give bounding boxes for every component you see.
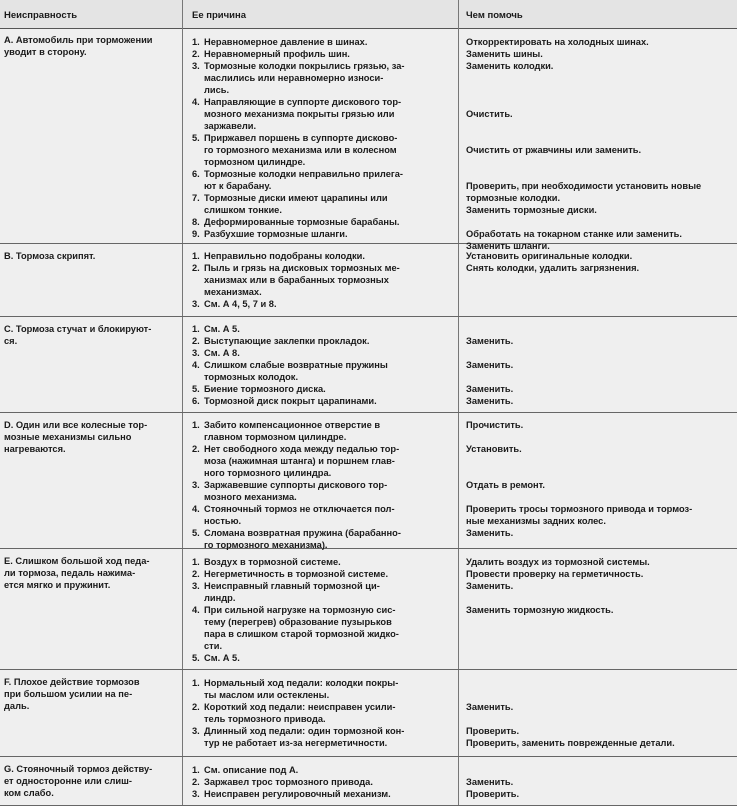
cause-text: ханизмах или в барабанных тормозных	[204, 275, 389, 285]
cause-text: Неравномерное давление в шинах.	[204, 37, 368, 47]
cause-text: Заржавел трос тормозного привода.	[204, 777, 373, 787]
fix-line: Заменить.	[466, 528, 514, 538]
cause-line	[192, 689, 450, 701]
cause-number: 2.	[192, 777, 200, 787]
fix-line: Проверить.	[466, 726, 520, 736]
fix-line	[466, 156, 734, 168]
cause-line	[192, 132, 450, 144]
cause-line	[192, 274, 450, 286]
cause-line	[192, 515, 450, 527]
cause-number: 2.	[192, 702, 200, 712]
cause-text: Направляющие в суппорте дискового тор-	[204, 97, 402, 107]
fix-line	[466, 431, 734, 443]
fault-description	[4, 676, 180, 712]
cause-number: 6.	[192, 169, 200, 179]
cause-text: лись.	[204, 85, 230, 95]
cause-text: При сильной нагрузке на тормозную сис-	[204, 605, 396, 615]
cause-text: ты маслом или остеклены.	[204, 690, 330, 700]
cause-line	[192, 604, 450, 616]
fault-line: C. Тормоза стучат и блокируют-	[4, 324, 152, 334]
table-row	[0, 413, 737, 549]
cause-text: тур не работает из-за негерметичности.	[204, 738, 388, 748]
cause-line	[192, 527, 450, 539]
table-row	[0, 757, 737, 806]
cause-number: 3.	[192, 581, 200, 591]
cause-line	[192, 204, 450, 216]
fix-line: Провести проверку на герметичность.	[466, 569, 644, 579]
cause-line	[192, 737, 450, 749]
table-row	[0, 244, 737, 317]
cause-text: Пыль и грязь на дисковых тормозных ме-	[204, 263, 400, 273]
fault-line: ся.	[4, 336, 18, 346]
cause-line	[192, 713, 450, 725]
cause-line	[192, 84, 450, 96]
fault-line: G. Стояночный тормоз действу-	[4, 764, 153, 774]
fault-line: ет односторонне или слиш-	[4, 776, 132, 786]
fault-line: E. Слишком большой ход педа-	[4, 556, 150, 566]
fix-line: Откорректировать на холодных шинах.	[466, 37, 649, 47]
cause-line	[192, 216, 450, 228]
cause-text: Воздух в тормозной системе.	[204, 557, 341, 567]
cause-number: 1.	[192, 557, 200, 567]
cause-line	[192, 395, 450, 407]
cause-line	[192, 323, 450, 335]
fix-line	[466, 467, 734, 479]
table-row	[0, 28, 737, 251]
fix-line: Проверить тросы тормозного привода и тормоз-	[466, 504, 693, 514]
fix-line	[466, 347, 734, 359]
cause-number: 1.	[192, 420, 200, 430]
cause-list	[192, 556, 450, 664]
cause-number: 5.	[192, 653, 200, 663]
cause-text: Биение тормозного диска.	[204, 384, 326, 394]
cause-number: 6.	[192, 396, 200, 406]
fix-line	[466, 491, 734, 503]
cause-text: Нет свободного хода между педалью тор-	[204, 444, 400, 454]
cause-line	[192, 764, 450, 776]
fault-line: A. Автомобиль при торможении	[4, 35, 153, 45]
cause-line	[192, 701, 450, 713]
table-header	[0, 0, 737, 29]
fix-line: ные механизмы задних колес.	[466, 516, 606, 526]
cause-line	[192, 640, 450, 652]
cause-line	[192, 36, 450, 48]
table-row	[0, 549, 737, 670]
fault-line: ется мягко и пружинит.	[4, 580, 111, 590]
cause-text: пара в слишком старой тормозной жидко-	[204, 629, 399, 639]
cause-number: 4.	[192, 504, 200, 514]
cause-number: 2.	[192, 444, 200, 454]
cause-text: Тормозные колодки неправильно прилега-	[204, 169, 404, 179]
cause-text: моза (нажимная штанга) и поршнем глав-	[204, 456, 395, 466]
cause-number: 2.	[192, 263, 200, 273]
fix-line: Заменить.	[466, 384, 514, 394]
fix-list	[466, 556, 734, 616]
cause-line	[192, 503, 450, 515]
cause-number: 2.	[192, 49, 200, 59]
cause-text: тель тормозного привода.	[204, 714, 326, 724]
cause-line	[192, 359, 450, 371]
cause-text: См. А 4, 5, 7 и 8.	[204, 299, 277, 309]
fix-line: Очистить.	[466, 109, 513, 119]
cause-list	[192, 764, 450, 800]
fix-line	[466, 713, 734, 725]
header-cause: Ее причина	[192, 10, 247, 21]
cause-text: Неравномерный профиль шин.	[204, 49, 350, 59]
fault-line: ком слабо.	[4, 788, 54, 798]
fix-line	[466, 689, 734, 701]
fix-line	[466, 72, 734, 84]
cause-line	[192, 491, 450, 503]
cause-list	[192, 323, 450, 407]
fix-line: Заменить тормозные диски.	[466, 205, 597, 215]
cause-line	[192, 467, 450, 479]
cause-text: Забито компенсационное отверстие в	[204, 420, 381, 430]
cause-line	[192, 479, 450, 491]
fix-line: Заменить шины.	[466, 49, 543, 59]
cause-line	[192, 60, 450, 72]
fix-line: Заменить тормозную жидкость.	[466, 605, 614, 615]
fault-description	[4, 323, 180, 347]
cause-number: 1.	[192, 765, 200, 775]
cause-text: Тормозные диски имеют царапины или	[204, 193, 388, 203]
header-fault: Неисправность	[4, 10, 78, 21]
cause-number: 1.	[192, 251, 200, 261]
cause-text: Короткий ход педали: неисправен усили-	[204, 702, 396, 712]
fix-line	[466, 323, 734, 335]
cause-number: 3.	[192, 789, 200, 799]
fault-description	[4, 555, 180, 591]
fix-line	[466, 96, 734, 108]
cause-line	[192, 455, 450, 467]
cause-line	[192, 383, 450, 395]
cause-line	[192, 228, 450, 240]
cause-line	[192, 298, 450, 310]
cause-number: 3.	[192, 61, 200, 71]
fix-line: Отдать в ремонт.	[466, 480, 545, 490]
fault-line: D. Один или все колесные тор-	[4, 420, 148, 430]
fault-description	[4, 419, 180, 455]
cause-text: го тормозного механизма).	[204, 540, 328, 550]
fix-line	[466, 677, 734, 689]
fix-line: Снять колодки, удалить загрязнения.	[466, 263, 640, 273]
fix-line: Заменить.	[466, 777, 514, 787]
fix-line: Проверить, заменить поврежденные детали.	[466, 738, 675, 748]
cause-line	[192, 580, 450, 592]
cause-line	[192, 419, 450, 431]
fix-line: Удалить воздух из тормозной системы.	[466, 557, 650, 567]
cause-text: главном тормозном цилиндре.	[204, 432, 347, 442]
cause-number: 2.	[192, 569, 200, 579]
cause-line	[192, 431, 450, 443]
cause-text: См. А 5.	[204, 324, 240, 334]
fault-line: даль.	[4, 701, 30, 711]
cause-line	[192, 250, 450, 262]
cause-text: маслились или неравномерно износи-	[204, 73, 384, 83]
fault-description	[4, 34, 180, 58]
fix-list	[466, 250, 734, 274]
fix-line: Заменить колодки.	[466, 61, 554, 71]
cause-line	[192, 108, 450, 120]
fault-line: B. Тормоза скрипят.	[4, 251, 96, 261]
cause-line	[192, 347, 450, 359]
cause-number: 5.	[192, 528, 200, 538]
fix-line	[466, 764, 734, 776]
cause-text: го тормозного механизма или в колесном	[204, 145, 397, 155]
fix-list	[466, 323, 734, 407]
fix-list	[466, 419, 734, 551]
cause-text: См. описание под А.	[204, 765, 299, 775]
cause-number: 3.	[192, 299, 200, 309]
fix-line	[466, 216, 734, 228]
fix-line: Заменить.	[466, 702, 514, 712]
fix-line	[466, 592, 734, 604]
cause-text: Слишком слабые возвратные пружины	[204, 360, 388, 370]
cause-text: заржавели.	[204, 121, 257, 131]
cause-line	[192, 616, 450, 628]
cause-text: тормозных колодок.	[204, 372, 299, 382]
cause-number: 4.	[192, 97, 200, 107]
fix-line: Проверить, при необходимости установить новые	[466, 181, 702, 191]
cause-text: механизмах.	[204, 287, 262, 297]
cause-line	[192, 96, 450, 108]
cause-text: Стояночный тормоз не отключается пол-	[204, 504, 395, 514]
cause-number: 3.	[192, 726, 200, 736]
cause-text: Приржавел поршень в суппорте дисково-	[204, 133, 398, 143]
cause-line	[192, 262, 450, 274]
cause-number: 8.	[192, 217, 200, 227]
cause-text: тему (перегрев) образование пузырьков	[204, 617, 392, 627]
fault-description	[4, 250, 180, 262]
cause-text: Неправильно подобраны колодки.	[204, 251, 365, 261]
cause-text: Выступающие заклепки прокладок.	[204, 336, 370, 346]
fault-line: ли тормоза, педаль нажима-	[4, 568, 136, 578]
table-row	[0, 317, 737, 413]
cause-line	[192, 628, 450, 640]
cause-text: Длинный ход педали: один тормозной кон-	[204, 726, 405, 736]
cause-text: Тормозные колодки покрылись грязью, за-	[204, 61, 405, 71]
cause-line	[192, 286, 450, 298]
cause-list	[192, 677, 450, 749]
cause-text: слишком тонкие.	[204, 205, 282, 215]
fault-line: нагреваются.	[4, 444, 66, 454]
cause-number: 3.	[192, 480, 200, 490]
cause-text: мозного механизма.	[204, 492, 297, 502]
fault-line: при большом усилии на пе-	[4, 689, 133, 699]
fix-list	[466, 764, 734, 800]
cause-line	[192, 776, 450, 788]
cause-line	[192, 725, 450, 737]
cause-text: линдр.	[204, 593, 236, 603]
fix-line	[466, 120, 734, 132]
cause-line	[192, 192, 450, 204]
cause-text: См. А 8.	[204, 348, 240, 358]
cause-number: 9.	[192, 229, 200, 239]
cause-line	[192, 156, 450, 168]
cause-line	[192, 677, 450, 689]
cause-text: Неисправен регулировочный механизм.	[204, 789, 391, 799]
cause-text: Нормальный ход педали: колодки покры-	[204, 678, 399, 688]
cause-text: ного тормозного цилиндра.	[204, 468, 332, 478]
cause-line	[192, 144, 450, 156]
table-row	[0, 670, 737, 757]
fix-line	[466, 84, 734, 96]
cause-line	[192, 168, 450, 180]
cause-number: 5.	[192, 384, 200, 394]
cause-number: 4.	[192, 360, 200, 370]
cause-text: Неисправный главный тормозной ци-	[204, 581, 380, 591]
fix-line: Заменить.	[466, 581, 514, 591]
cause-line	[192, 788, 450, 800]
fix-line: Установить.	[466, 444, 522, 454]
cause-number: 1.	[192, 324, 200, 334]
fix-line: Заменить.	[466, 396, 514, 406]
fix-line: Проверить.	[466, 789, 520, 799]
cause-number: 2.	[192, 336, 200, 346]
fix-line: Обработать на токарном станке или заменить.	[466, 229, 682, 239]
cause-text: мозного механизма покрыты грязью или	[204, 109, 395, 119]
cause-line	[192, 180, 450, 192]
cause-text: Заржавевшие суппорты дискового тор-	[204, 480, 388, 490]
cause-line	[192, 120, 450, 132]
cause-list	[192, 36, 450, 240]
fault-line: F. Плохое действие тормозов	[4, 677, 140, 687]
fix-line: Заменить шланги.	[466, 241, 550, 251]
fault-line: уводит в сторону.	[4, 47, 87, 57]
cause-line	[192, 48, 450, 60]
cause-text: Негерметичность в тормозной системе.	[204, 569, 389, 579]
cause-line	[192, 72, 450, 84]
fix-line: Очистить от ржавчины или заменить.	[466, 145, 642, 155]
cause-line	[192, 335, 450, 347]
cause-number: 4.	[192, 605, 200, 615]
cause-text: Разбухшие тормозные шланги.	[204, 229, 348, 239]
fix-list	[466, 677, 734, 749]
cause-text: ностью.	[204, 516, 242, 526]
fix-line	[466, 371, 734, 383]
fix-line: Прочистить.	[466, 420, 524, 430]
cause-line	[192, 371, 450, 383]
cause-list	[192, 419, 450, 551]
cause-text: Сломана возвратная пружина (барабанно-	[204, 528, 401, 538]
fix-line	[466, 168, 734, 180]
cause-number: 1.	[192, 678, 200, 688]
fix-line: Заменить.	[466, 336, 514, 346]
cause-line	[192, 556, 450, 568]
fix-line	[466, 132, 734, 144]
cause-text: ют к барабану.	[204, 181, 272, 191]
cause-number: 1.	[192, 37, 200, 47]
cause-text: Деформированные тормозные барабаны.	[204, 217, 400, 227]
cause-line	[192, 443, 450, 455]
fault-line: мозные механизмы сильно	[4, 432, 132, 442]
cause-number: 7.	[192, 193, 200, 203]
fix-line	[466, 455, 734, 467]
cause-text: Тормозной диск покрыт царапинами.	[204, 396, 377, 406]
cause-line	[192, 568, 450, 580]
header-fix: Чем помочь	[466, 10, 523, 21]
cause-line	[192, 652, 450, 664]
cause-line	[192, 592, 450, 604]
cause-text: См. А 5.	[204, 653, 240, 663]
fix-line: Заменить.	[466, 360, 514, 370]
cause-text: сти.	[204, 641, 223, 651]
fix-line: тормозные колодки.	[466, 193, 561, 203]
cause-number: 3.	[192, 348, 200, 358]
fault-description	[4, 763, 180, 799]
cause-text: тормозном цилиндре.	[204, 157, 306, 167]
cause-number: 5.	[192, 133, 200, 143]
cause-list	[192, 250, 450, 310]
fix-list	[466, 36, 734, 252]
fix-line: Установить оригинальные колодки.	[466, 251, 633, 261]
